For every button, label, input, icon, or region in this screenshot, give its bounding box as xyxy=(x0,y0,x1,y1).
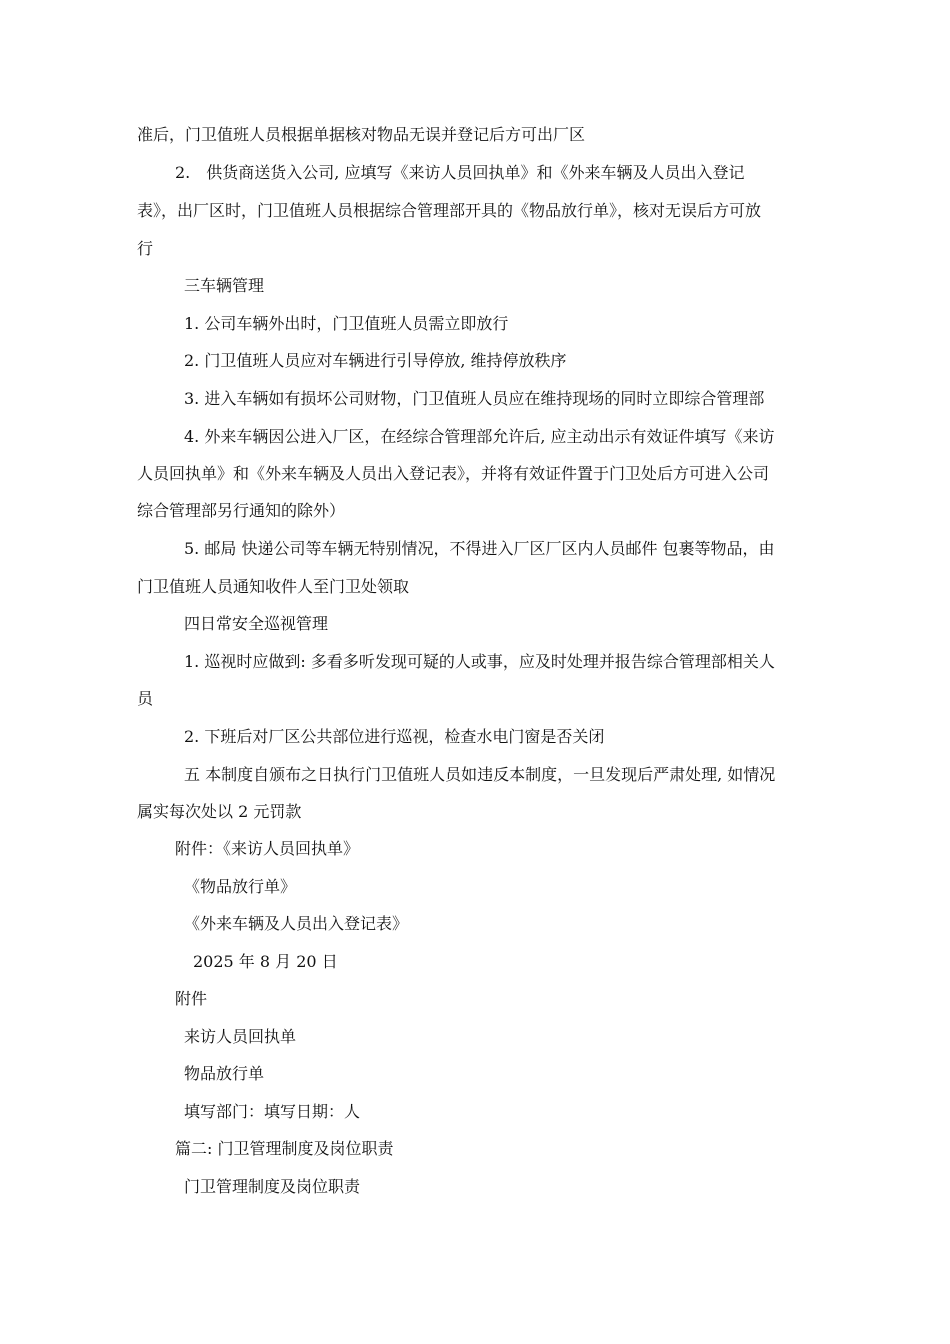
chapter-heading: 篇二: 门卫管理制度及岗位职责 xyxy=(175,1139,394,1158)
attachment-title: 附件 xyxy=(175,989,208,1008)
chapter-title: 门卫管理制度及岗位职责 xyxy=(184,1177,361,1196)
paragraph-line: 门卫值班人员通知收件人至门卫处领取 xyxy=(137,577,410,596)
list-item: 2. 门卫值班人员应对车辆进行引导停放, 维持停放秩序 xyxy=(184,351,567,370)
list-item: 4. 外来车辆因公进入厂区，在经综合管理部允许后, 应主动出示有效证件填写《来访 xyxy=(184,427,775,446)
attachment-heading: 附件：《来访人员回执单》 xyxy=(175,839,360,858)
list-item: 1. 公司车辆外出时，门卫值班人员需立即放行 xyxy=(184,314,509,333)
list-item: 2. 下班后对厂区公共部位进行巡视，检查水电门窗是否关闭 xyxy=(184,727,605,746)
section-penalty-clause: 五 本制度自颁布之日执行门卫值班人员如违反本制度，一旦发现后严肃处理, 如情况 xyxy=(184,765,776,784)
section-heading-patrol-management: 四日常安全巡视管理 xyxy=(184,614,329,633)
paragraph-line: 行 xyxy=(137,239,154,258)
list-item: 3. 进入车辆如有损坏公司财物，门卫值班人员应在维持现场的同时立即综合管理部 xyxy=(184,389,765,408)
form-title: 物品放行单 xyxy=(184,1064,265,1083)
paragraph-line: 属实每次处以 2 元罚款 xyxy=(137,802,302,821)
list-item: 5. 邮局 快递公司等车辆无特别情况，不得进入厂区厂区内人员邮件 包裹等物品，由 xyxy=(184,539,775,558)
paragraph-line: 准后，门卫值班人员根据单据核对物品无误并登记后方可出厂区 xyxy=(137,125,586,144)
attachment-item: 《物品放行单》 xyxy=(184,877,297,896)
paragraph-line: 表》，出厂区时，门卫值班人员根据综合管理部开具的《物品放行单》，核对无误后方可放 xyxy=(137,201,762,220)
form-title: 来访人员回执单 xyxy=(184,1027,297,1046)
list-item-supplier-delivery: 2. 供货商送货入公司, 应填写《来访人员回执单》和《外来车辆及人员出入登记 xyxy=(175,163,745,182)
list-item: 1. 巡视时应做到: 多看多听发现可疑的人或事，应及时处理并报告综合管理部相关人 xyxy=(184,652,775,671)
attachment-item: 《外来车辆及人员出入登记表》 xyxy=(184,914,409,933)
paragraph-line: 人员回执单》和《外来车辆及人员出入登记表》，并将有效证件置于门卫处后方可进入公司 xyxy=(137,464,770,483)
section-heading-vehicle-management: 三车辆管理 xyxy=(184,276,265,295)
document-date: 2025 年 8 月 20 日 xyxy=(193,952,338,971)
paragraph-line: 员 xyxy=(137,689,154,708)
form-field-row: 填写部门：填写日期：人 xyxy=(184,1102,361,1121)
paragraph-line: 综合管理部另行通知的除外） xyxy=(137,501,346,520)
